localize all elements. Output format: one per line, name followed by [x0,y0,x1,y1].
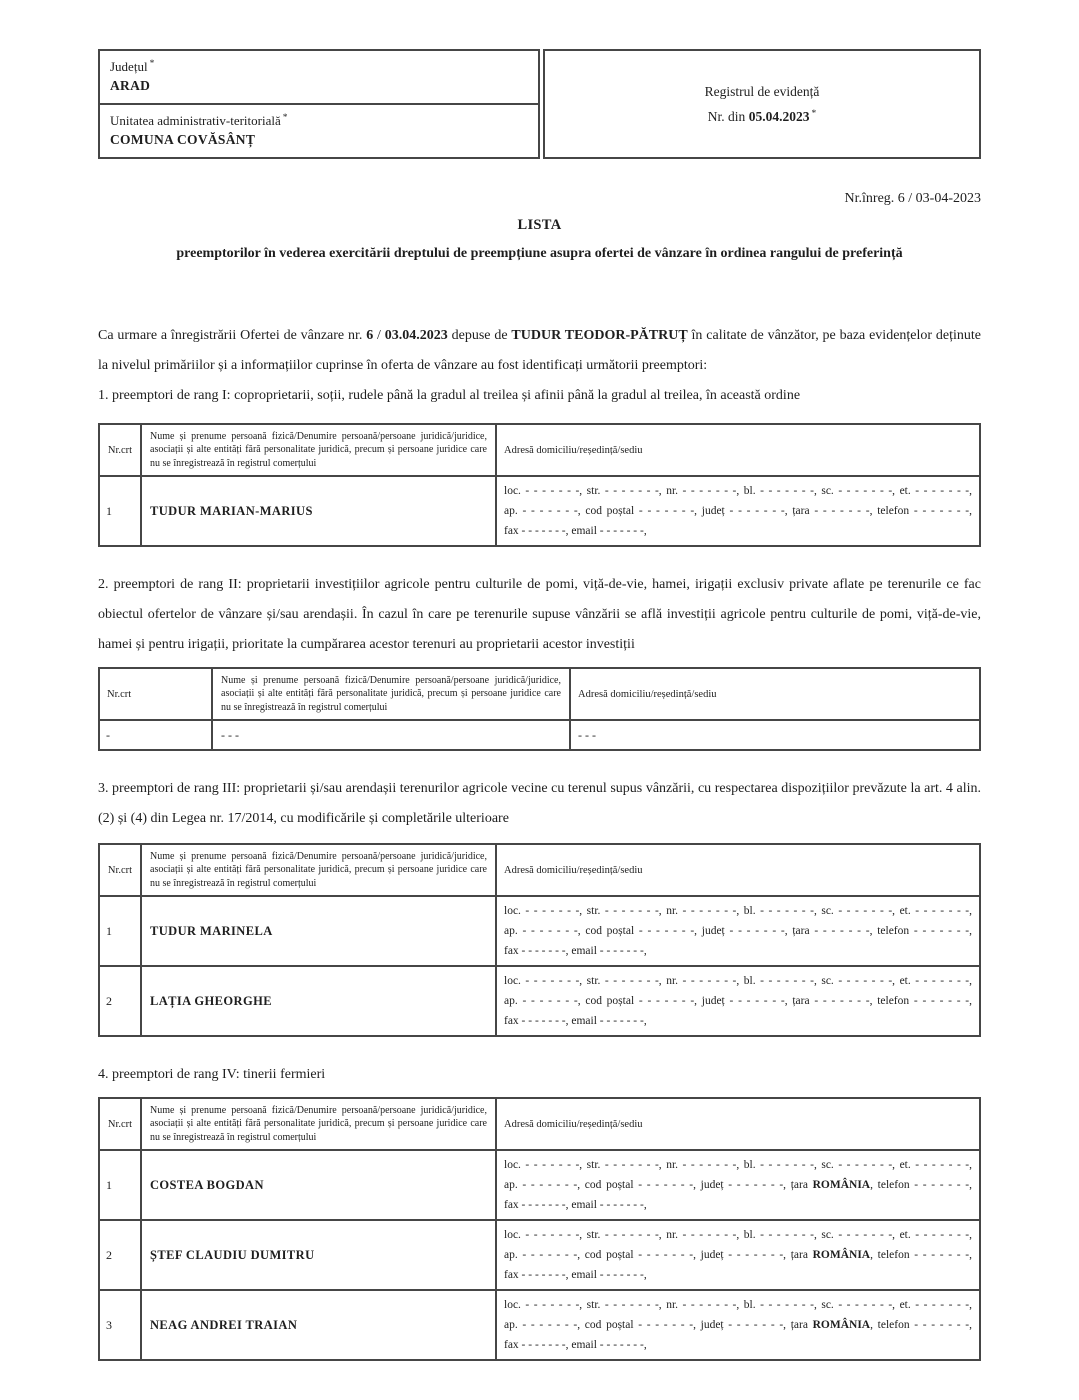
address-line-2-tail: , telefon - - - - - - -, [870,1179,972,1191]
registry-box [543,49,981,159]
uat-required-asterisk: * [282,112,288,123]
address-line-3: fax - - - - - - -, email - - - - - - -, [504,525,647,537]
col-header-address: Adresă domiciliu/reședință/sediu [496,844,980,896]
address-line-2 [504,501,972,521]
rank-4-header-row [99,1098,980,1150]
rank-3-header-row [99,844,980,896]
table-row [99,1290,980,1360]
rank-1-table [98,423,981,547]
section-1-heading: 1. preemptori de rang I: coproprietarii, soții, rudele până la gradul al treilea și afinii până la gradul al treilea, în această ordine [98,388,801,403]
col-header-nr: Nr.crt [99,1098,141,1150]
county-box [98,49,540,105]
row-number: 2 [99,1220,141,1290]
row-number: 1 [99,896,141,966]
offer-date: 03.04.2023 [384,328,448,343]
address-country: ROMÂNIA [812,1179,871,1191]
rank-1-header-row [99,424,980,476]
col-header-address: Adresă domiciliu/reședință/sediu [496,424,980,476]
section-3-heading: 3. preemptori de rang III: proprietarii și/sau arendașii terenurilor agricole vecine cu terenul supus vânzării, cu respectarea dispozițiilor prevăzute la art. 4 alin. (2) și (4) din Legea nr. 17/2014, cu modificările și completările ulterioare [98,781,981,826]
address-line-3: fax - - - - - - -, email - - - - - - -, [504,1199,647,1211]
intro-slash: / [373,328,385,343]
section-4-heading: 4. preemptori de rang IV: tinerii fermieri [98,1067,326,1082]
county-value: ARAD [110,78,151,93]
registry-asterisk: * [811,108,817,119]
uat-box [98,103,540,159]
preemptor-name: TUDUR MARINELA [141,896,496,966]
address-line-2-tail: , telefon - - - - - - -, [870,1319,972,1331]
address-line-1: loc. - - - - - - -, str. - - - - - - -, nr. - - - - - - -, bl. - - - - - - -, sc. - - - - - - -, et. - - - - - - -, [504,485,972,497]
col-header-name: Nume și prenume persoană fizică/Denumire persoană/persoane juridică/juridice, asociații și alte entități fără personalitate juridică, precum și persoane juridice care nu se înregistrează în registrul comerțului [141,844,496,896]
address-line-2-text: ap. - - - - - - -, cod poștal - - - - - - -, județ - - - - - - -, țara [504,1179,813,1191]
address-line-3: fax - - - - - - -, email - - - - - - -, [504,1269,647,1281]
offer-number: 6 [366,328,374,343]
address-line-2-text: ap. - - - - - - -, cod poștal - - - - - - -, județ - - - - - - -, țara - - - - - - -, telefon - - - - - - -, [504,925,972,937]
row-number: 2 [99,966,141,1036]
address-country: ROMÂNIA [812,1319,871,1331]
rank-2-table [98,667,981,751]
registration-line: Nr.înreg. 6 / 03-04-2023 [844,191,981,206]
seller-name: TUDUR TEODOR-PĂTRUȚ [511,328,688,343]
address-line-1: loc. - - - - - - -, str. - - - - - - -, nr. - - - - - - -, bl. - - - - - - -, sc. - - - - - - -, et. - - - - - - -, [504,975,972,987]
address-line-3: fax - - - - - - -, email - - - - - - -, [504,1339,647,1351]
address-line-3: fax - - - - - - -, email - - - - - - -, [504,1015,647,1027]
address-cell [496,896,980,966]
col-header-name: Nume și prenume persoană fizică/Denumire persoană/persoane juridică/juridice, asociații și alte entități fără personalitate juridică, precum și persoane juridice care nu se înregistrează în registrul comerțului [141,1098,496,1150]
address-line-1: loc. - - - - - - -, str. - - - - - - -, nr. - - - - - - -, bl. - - - - - - -, sc. - - - - - - -, et. - - - - - - -, [504,1229,972,1241]
uat-label [110,111,528,130]
col-header-name: Nume și prenume persoană fizică/Denumire persoană/persoane juridică/juridice, asociații și alte entități fără personalitate juridică, precum și persoane juridice care nu se înregistrează în registrul comerțului [141,424,496,476]
col-header-name: Nume și prenume persoană fizică/Denumire persoană/persoane juridică/juridice, asociații și alte entități fără personalitate juridică, precum și persoane juridice care nu se înregistrează în registrul comerțului [212,668,570,720]
address-cell: - - - [570,720,980,750]
uat-label-text: Unitatea administrativ-teritorială [110,113,281,128]
address-line-2 [504,1315,972,1335]
address-cell [496,966,980,1036]
document-subtitle: preemptorilor în vederea exercitării dreptului de preempțiune asupra ofertei de vânzare în ordinea rangului de preferință [176,246,903,261]
row-number: 3 [99,1290,141,1360]
preemptor-name: COSTEA BOGDAN [141,1150,496,1220]
preemptor-name: TUDUR MARIAN-MARIUS [141,476,496,546]
table-row [99,1220,980,1290]
col-header-nr: Nr.crt [99,668,212,720]
address-line-3: fax - - - - - - -, email - - - - - - -, [504,945,647,957]
row-number: 1 [99,476,141,546]
address-line-2 [504,1245,972,1265]
address-cell [496,1220,980,1290]
address-line-2-tail: , telefon - - - - - - -, [870,1249,972,1261]
address-line-1: loc. - - - - - - -, str. - - - - - - -, nr. - - - - - - -, bl. - - - - - - -, sc. - - - - - - -, et. - - - - - - -, [504,1299,972,1311]
address-line-2-text: ap. - - - - - - -, cod poștal - - - - - - -, județ - - - - - - -, țara [504,1319,813,1331]
rank-4-table [98,1097,981,1361]
address-line-1: loc. - - - - - - -, str. - - - - - - -, nr. - - - - - - -, bl. - - - - - - -, sc. - - - - - - -, et. - - - - - - -, [504,905,972,917]
intro-text-3: în calitate de vânzător, pe baza evidențelor deținute la nivelul primăriilor și a informațiilor cuprinse în oferta de vânzare au fost identificați următorii preemptori: [98,328,981,373]
registry-nr-prefix: Nr. din [707,109,749,124]
address-line-2-text: ap. - - - - - - -, cod poștal - - - - - - -, județ - - - - - - -, țara - - - - - - -, telefon - - - - - - -, [504,995,972,1007]
address-line-2 [504,991,972,1011]
col-header-address: Adresă domiciliu/reședință/sediu [570,668,980,720]
intro-text-1: Ca urmare a înregistrării Ofertei de vânzare nr. [98,328,367,343]
row-number: 1 [99,1150,141,1220]
col-header-nr: Nr.crt [99,844,141,896]
preemptor-name: NEAG ANDREI TRAIAN [141,1290,496,1360]
intro-paragraph [98,321,981,381]
preemptor-name: ȘTEF CLAUDIU DUMITRU [141,1220,496,1290]
table-row [99,896,980,966]
header [98,49,981,159]
address-line-2-text: ap. - - - - - - -, cod poștal - - - - - - -, județ - - - - - - -, țara [504,1249,813,1261]
uat-value: COMUNA COVĂSÂNȚ [110,132,256,147]
rank-2-header-row [99,668,980,720]
row-number: - [99,720,212,750]
county-label-text: Județul [110,59,148,74]
address-line-2-text: ap. - - - - - - -, cod poștal - - - - - - -, județ - - - - - - -, țara - - - - - - -, telefon - - - - - - -, [504,505,972,517]
registry-number-line [708,104,816,129]
address-country: ROMÂNIA [812,1249,871,1261]
address-line-1: loc. - - - - - - -, str. - - - - - - -, nr. - - - - - - -, bl. - - - - - - -, sc. - - - - - - -, et. - - - - - - -, [504,1159,972,1171]
col-header-address: Adresă domiciliu/reședință/sediu [496,1098,980,1150]
intro-text-2: depuse de [447,328,512,343]
table-row [99,966,980,1036]
table-row [99,476,980,546]
col-header-nr: Nr.crt [99,424,141,476]
admin-boxes [98,49,540,159]
registry-label: Registrul de evidență [704,84,820,99]
section-2-heading: 2. preemptori de rang II: proprietarii investițiilor agricole pentru culturile de pomi, viță-de-vie, hamei, irigații exclusiv private aflate pe terenurile ce fac obiectul ofertelor de vânzare și/sau arendașii. În cazul în care pe terenurile supuse vânzării se află investiții agricole pentru culturile de pomi, viță-de-vie, hamei și pentru irigații, prioritate la cumpărarea acestor terenuri au proprietarii acestor investiții [98,577,981,652]
table-row [99,1150,980,1220]
registry-date: 05.04.2023 [748,109,810,124]
document-title: LISTA [517,217,562,233]
table-row [99,720,980,750]
address-cell [496,476,980,546]
preemptor-name: - - - [212,720,570,750]
rank-3-table [98,843,981,1037]
county-label [110,57,528,76]
county-required-asterisk: * [149,58,155,69]
document-content [98,0,981,1361]
preemptor-name: LAȚIA GHEORGHE [141,966,496,1036]
address-line-2 [504,921,972,941]
address-cell [496,1150,980,1220]
address-line-2 [504,1175,972,1195]
address-cell [496,1290,980,1360]
